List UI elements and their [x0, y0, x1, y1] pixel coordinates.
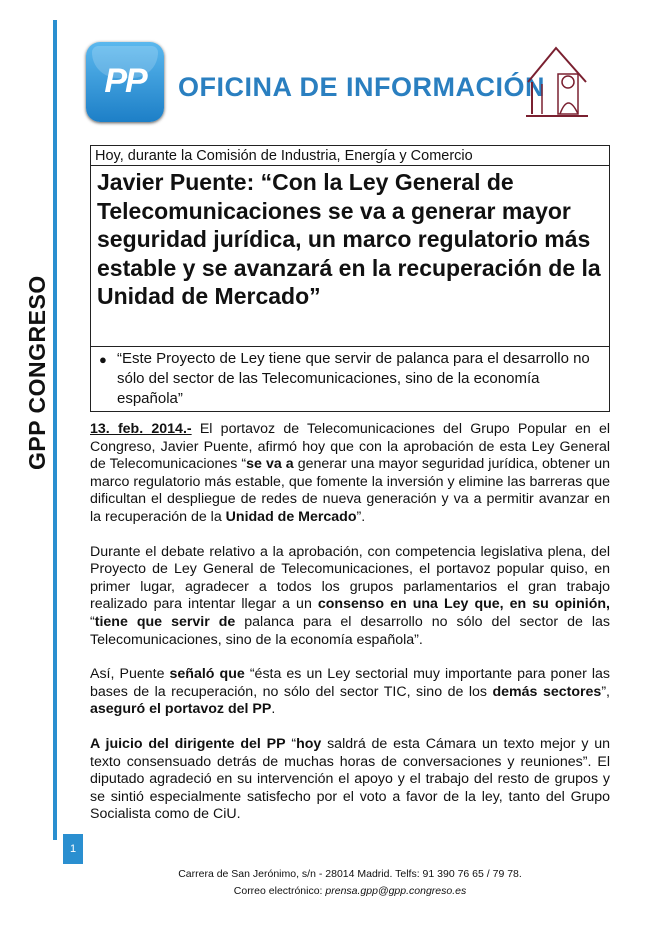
text-run-bold: señaló que [169, 666, 245, 683]
text-run-bold: hoy [296, 735, 322, 752]
text-run: saldrá de esta Cámara un texto mejor y un texto consensuado detrás de muchas horas de conversaciones y reuniones”. El diputado agradeció en su intervención el apoyo y el trabajo del resto de grupos y se sintió especialmente satisfecho por el voto a favor de la ley, tanto del Grupo Socialista como de CiU. [90, 735, 610, 823]
subheadline: “Este Proyecto de Ley tiene que servir de palanca para el desarrollo no sólo del sector de las Telecomunicaciones, sino de la economía española” [117, 350, 590, 407]
text-run-bold: Unidad de Mercado [225, 508, 357, 525]
text-run: palanca para el desarrollo no sólo del sector de las Telecomunicaciones, sino de la economía española”. [90, 613, 610, 648]
page-footer [90, 866, 610, 900]
paragraph-2 [90, 544, 610, 650]
side-label: GPP CONGRESO [24, 275, 50, 470]
text-run: ”, [601, 683, 610, 700]
text-run-bold: aseguró el portavoz del PP [90, 701, 272, 718]
article-body [90, 421, 610, 841]
paragraph-4 [90, 736, 610, 824]
text-run: . [271, 701, 276, 718]
text-run-bold: tiene que servir de [94, 613, 236, 630]
text-run: “ [90, 613, 95, 630]
footer-address: Carrera de San Jerónimo, s/n - 28014 Madrid. Telfs: 91 390 76 65 / 79 78. [178, 868, 522, 880]
text-run-bold: demás sectores [492, 683, 602, 700]
pp-logo-icon [86, 42, 164, 122]
paragraph-1 [90, 421, 610, 527]
text-run: Así, Puente [90, 666, 170, 683]
page-number: 1 [63, 834, 83, 864]
side-accent-bar [53, 20, 57, 840]
footer-email-label: Correo electrónico: [233, 885, 326, 897]
text-run-bold: consenso en una Ley que, en su opinión, [317, 596, 610, 613]
page-header-title: OFICINA DE INFORMACIÓN [178, 72, 545, 102]
footer-email-line [90, 883, 610, 900]
text-run: “ésta es un Ley sectorial muy importante para poner las bases de la recuperación, no sólo del sector TIC, sino de los [90, 666, 610, 700]
text-run-bold: se va a [246, 456, 294, 473]
text-run: generar una mayor seguridad jurídica, obtener un marco regulatorio más estable, que fomente la inversión y elimine las barreras que dificultan el despliegue de redes de nueva generación y va a permitir avanzar en la recuperación de la [90, 456, 610, 525]
subheadline-box [91, 346, 609, 412]
text-run-bold: A juicio del dirigente del PP [90, 735, 286, 752]
footer-email: prensa.gpp@gpp.congreso.es [325, 885, 467, 897]
headline: Javier Puente: “Con la Ley General de Telecomunicaciones se va a generar mayor seguridad jurídica, un marco regulatorio más estable y se avanzará en la recuperación de la Unidad de Mercado” [97, 169, 601, 309]
text-run: “ [285, 735, 297, 752]
congress-building-icon [522, 42, 592, 122]
text-run: El portavoz de Telecomunicaciones del Grupo Popular en el Congreso, Javier Puente, afirmó hoy que con la aprobación de esta Ley General de Telecomunicaciones “ [90, 421, 611, 473]
kicker-line: Hoy, durante la Comisión de Industria, Energía y Comercio [91, 146, 609, 166]
bullet-icon: ● [99, 352, 107, 367]
headline-box [90, 145, 610, 412]
paragraph-3 [90, 666, 610, 719]
text-run: ”. [356, 508, 366, 525]
article-date: 13. feb. 2014.- [90, 421, 192, 437]
logo-text: PP [104, 62, 146, 100]
text-run: Durante el debate relativo a la aprobación, con competencia legislativa plena, del Proyecto de Ley General de Telecomunicaciones, el portavoz popular quiso, en primer lugar, agradecer a todos los grupos parlamentarios el gran trabajo realizado para intentar llegar a un [90, 543, 610, 613]
